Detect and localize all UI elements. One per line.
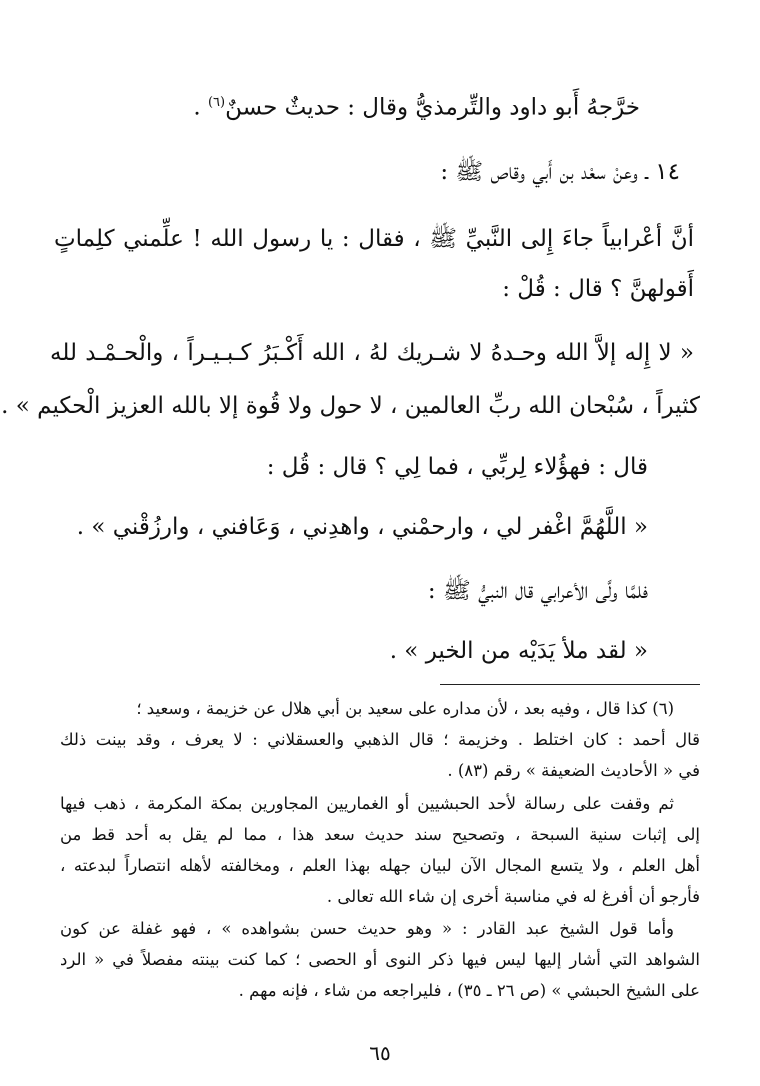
footnote-reference: (٦) bbox=[207, 95, 226, 110]
text-line-1 bbox=[66, 88, 640, 123]
text-line-7: قال : فهؤُلاء لِربِّي ، فما لِي ؟ قال : قُل : bbox=[266, 454, 648, 480]
text-line-9: فلمَّا ولَّى الأعرابي قال النبيُّ ﷺ : bbox=[427, 578, 648, 604]
text-line-3: أنَّ أعْرابياً جاءَ إِلى النَّبيِّ ﷺ ، فقال : يا رسول الله ! علِّمني كلِماتٍ bbox=[54, 226, 694, 252]
text-line-10: « لقد ملأ يَدَيْه من الخير » . bbox=[389, 638, 648, 664]
footnote-line-8: وأما قول الشيخ عبد القادر : « وهو حديث حسن بشواهده » ، فهو غفلة عن كون bbox=[60, 919, 674, 938]
text-line-6: كثيراً ، سُبْحان الله ربِّ العالمين ، لا حول ولا قُوة إلا بالله العزيز الْحكيم » . bbox=[1, 393, 700, 419]
text-line-4: أَقولهنَّ ؟ قال : قُلْ : bbox=[502, 276, 694, 302]
footnote-line-3: في « الأحاديث الضعيفة » رقم (٨٣) . bbox=[447, 761, 700, 780]
text-line-1-end: . bbox=[193, 94, 208, 121]
text-line-8: « اللَّهُمَّ اغْفر لي ، وارحمْني ، واهدِني ، وَعَافني ، وارزُقْني » . bbox=[76, 514, 648, 540]
footnote-line-4: ثم وقفت على رسالة لأحد الحبشيين أو الغماريين المجاورين بمكة المكرمة ، ذهب فيها bbox=[60, 794, 674, 813]
footnote-line-7: فأرجو أن أفرغ له في مناسبة أخرى إن شاء الله تعالى . bbox=[326, 887, 700, 906]
footnote-line-2: قال أحمد : كان اختلط . وخزيمة ؛ قال الذهبي والعسقلاني : لا يعرف ، وقد بينت ذلك bbox=[60, 730, 700, 749]
footnote-line-9: الشواهد التي أشار إليها ليس فيها ذكر النوى أو الحصى ؛ كما كنت بينته مفصلاً في « الرد bbox=[60, 950, 700, 969]
page-number: ٦٥ bbox=[369, 1041, 391, 1065]
footnote-line-1: (٦) كذا قال ، وفيه بعد ، لأن مداره على سعيد بن أبي هلال عن خزيمة ، وسعيد ؛ bbox=[136, 699, 674, 718]
text-line-5: « لا إِله إلاَّ الله وحـدهُ لا شـريك لهُ ، الله أَكْـبَرُ كـبـيـراً ، والْحـمْـد لله bbox=[50, 340, 694, 366]
text-line-1-body: خرَّجهُ أَبو داود والتِّرمذيُّ وقال : حديثٌ حسنٌ bbox=[225, 94, 640, 121]
hadith-heading: ١٤ ـ وعنْ سعْد بن أَبي وقاص ﷺ : bbox=[440, 159, 680, 185]
footnote-line-10: على الشيخ الحبشي » (ص ٢٦ ـ ٣٥) ، فليراجعه من شاء ، فإنه مهم . bbox=[238, 981, 700, 1000]
footnote-divider bbox=[440, 684, 700, 685]
footnote-line-6: أهل العلم ، ولا يتسع المجال الآن لبيان جهله بهذا العلم ، ومخالفته لأهله انتصاراً لبدعته ، bbox=[60, 856, 700, 875]
footnote-line-5: إلى إثبات سنية السبحة ، وتصحيح سند حديث سعد هذا ، مما لم يقل به أحد قط من bbox=[60, 825, 700, 844]
